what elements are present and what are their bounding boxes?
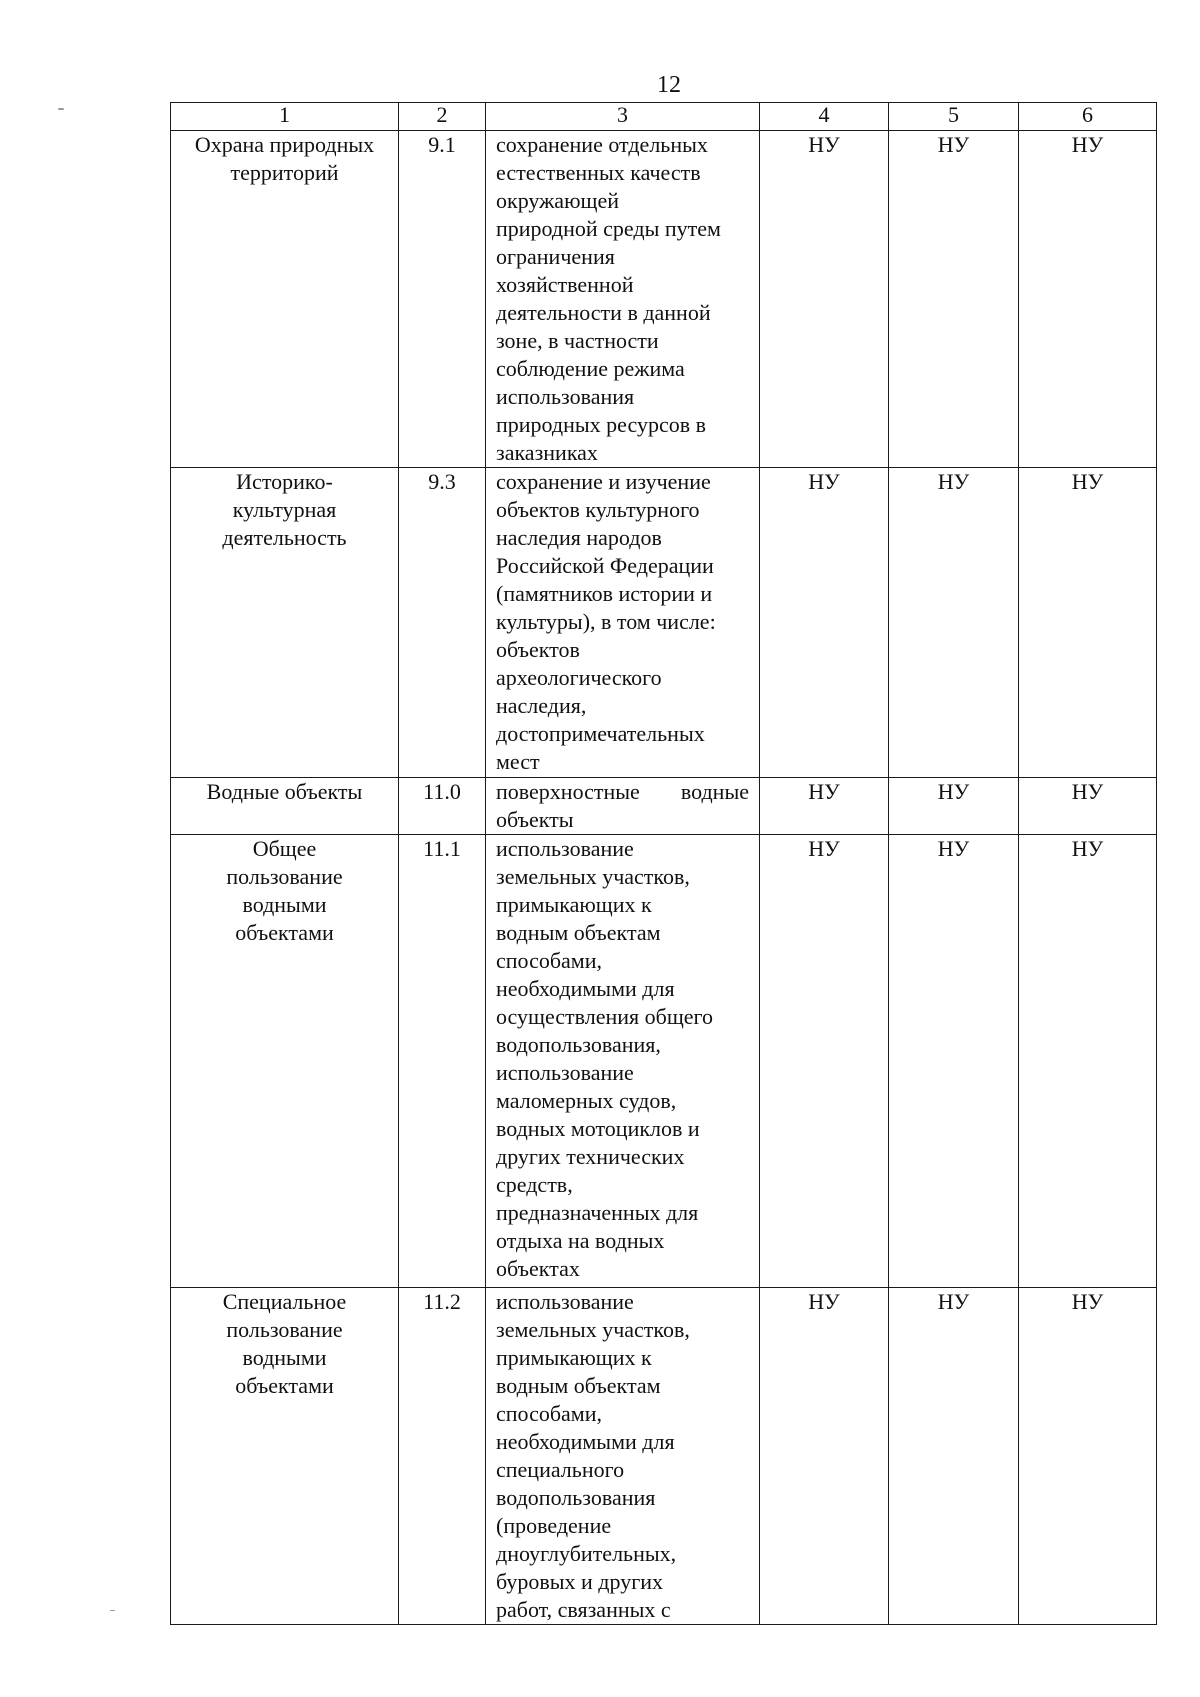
land-use-code: 11.0 <box>399 778 486 835</box>
column-5-value: НУ <box>889 468 1019 778</box>
column-header: 6 <box>1019 103 1157 131</box>
column-4-value: НУ <box>760 778 889 835</box>
land-use-description <box>486 778 760 835</box>
column-header: 1 <box>171 103 399 131</box>
land-use-table <box>170 102 1157 1625</box>
table-row <box>171 468 1157 778</box>
column-6-value: НУ <box>1019 835 1157 1288</box>
description-line: объекты <box>496 807 574 832</box>
page-number: 12 <box>657 72 681 98</box>
column-5-value: НУ <box>889 835 1019 1288</box>
table-row <box>171 835 1157 1288</box>
column-header: 3 <box>486 103 760 131</box>
column-4-value: НУ <box>760 1288 889 1625</box>
land-use-name: Общее пользование водными объектами <box>171 835 399 1288</box>
land-use-code: 11.1 <box>399 835 486 1288</box>
land-use-description: использование земельных участков, примыкающих к водным объектам способами, необходимыми для осуществления общего водопользования, использование маломерных судов, водных мотоциклов и других технических средств, предназначенных для отдыха на водных объектах <box>486 835 760 1288</box>
land-use-name: Охрана природных территорий <box>171 131 399 468</box>
column-4-value: НУ <box>760 131 889 468</box>
land-use-name: Водные объекты <box>171 778 399 835</box>
column-4-value: НУ <box>760 468 889 778</box>
land-use-description: сохранение отдельных естественных качеств окружающей природной среды путем ограничения хозяйственной деятельности в данной зоне, в частности соблюдение режима использования природных ресурсов в заказниках <box>486 131 760 468</box>
column-header: 5 <box>889 103 1019 131</box>
column-6-value: НУ <box>1019 468 1157 778</box>
table-row <box>171 1288 1157 1625</box>
column-6-value: НУ <box>1019 1288 1157 1625</box>
table-row <box>171 131 1157 468</box>
land-use-code: 9.1 <box>399 131 486 468</box>
land-use-code: 11.2 <box>399 1288 486 1625</box>
land-use-description: сохранение и изучение объектов культурного наследия народов Российской Федерации (памятников истории и культуры), в том числе: объектов археологического наследия, достопримечательных мест <box>486 468 760 778</box>
column-4-value: НУ <box>760 835 889 1288</box>
column-6-value: НУ <box>1019 778 1157 835</box>
column-5-value: НУ <box>889 131 1019 468</box>
table-row <box>171 778 1157 835</box>
column-header: 4 <box>760 103 889 131</box>
scan-speck <box>58 108 64 110</box>
description-line: поверхностные водные <box>496 779 749 804</box>
column-5-value: НУ <box>889 778 1019 835</box>
column-5-value: НУ <box>889 1288 1019 1625</box>
column-header: 2 <box>399 103 486 131</box>
land-use-description: использование земельных участков, примыкающих к водным объектам способами, необходимыми для специального водопользования (проведение дноуглубительных, буровых и других работ, связанных с <box>486 1288 760 1625</box>
land-use-code: 9.3 <box>399 468 486 778</box>
scan-speck <box>110 1610 115 1611</box>
column-6-value: НУ <box>1019 131 1157 468</box>
table-header-row <box>171 103 1157 131</box>
land-use-name: Специальное пользование водными объектами <box>171 1288 399 1625</box>
land-use-name: Историко- культурная деятельность <box>171 468 399 778</box>
